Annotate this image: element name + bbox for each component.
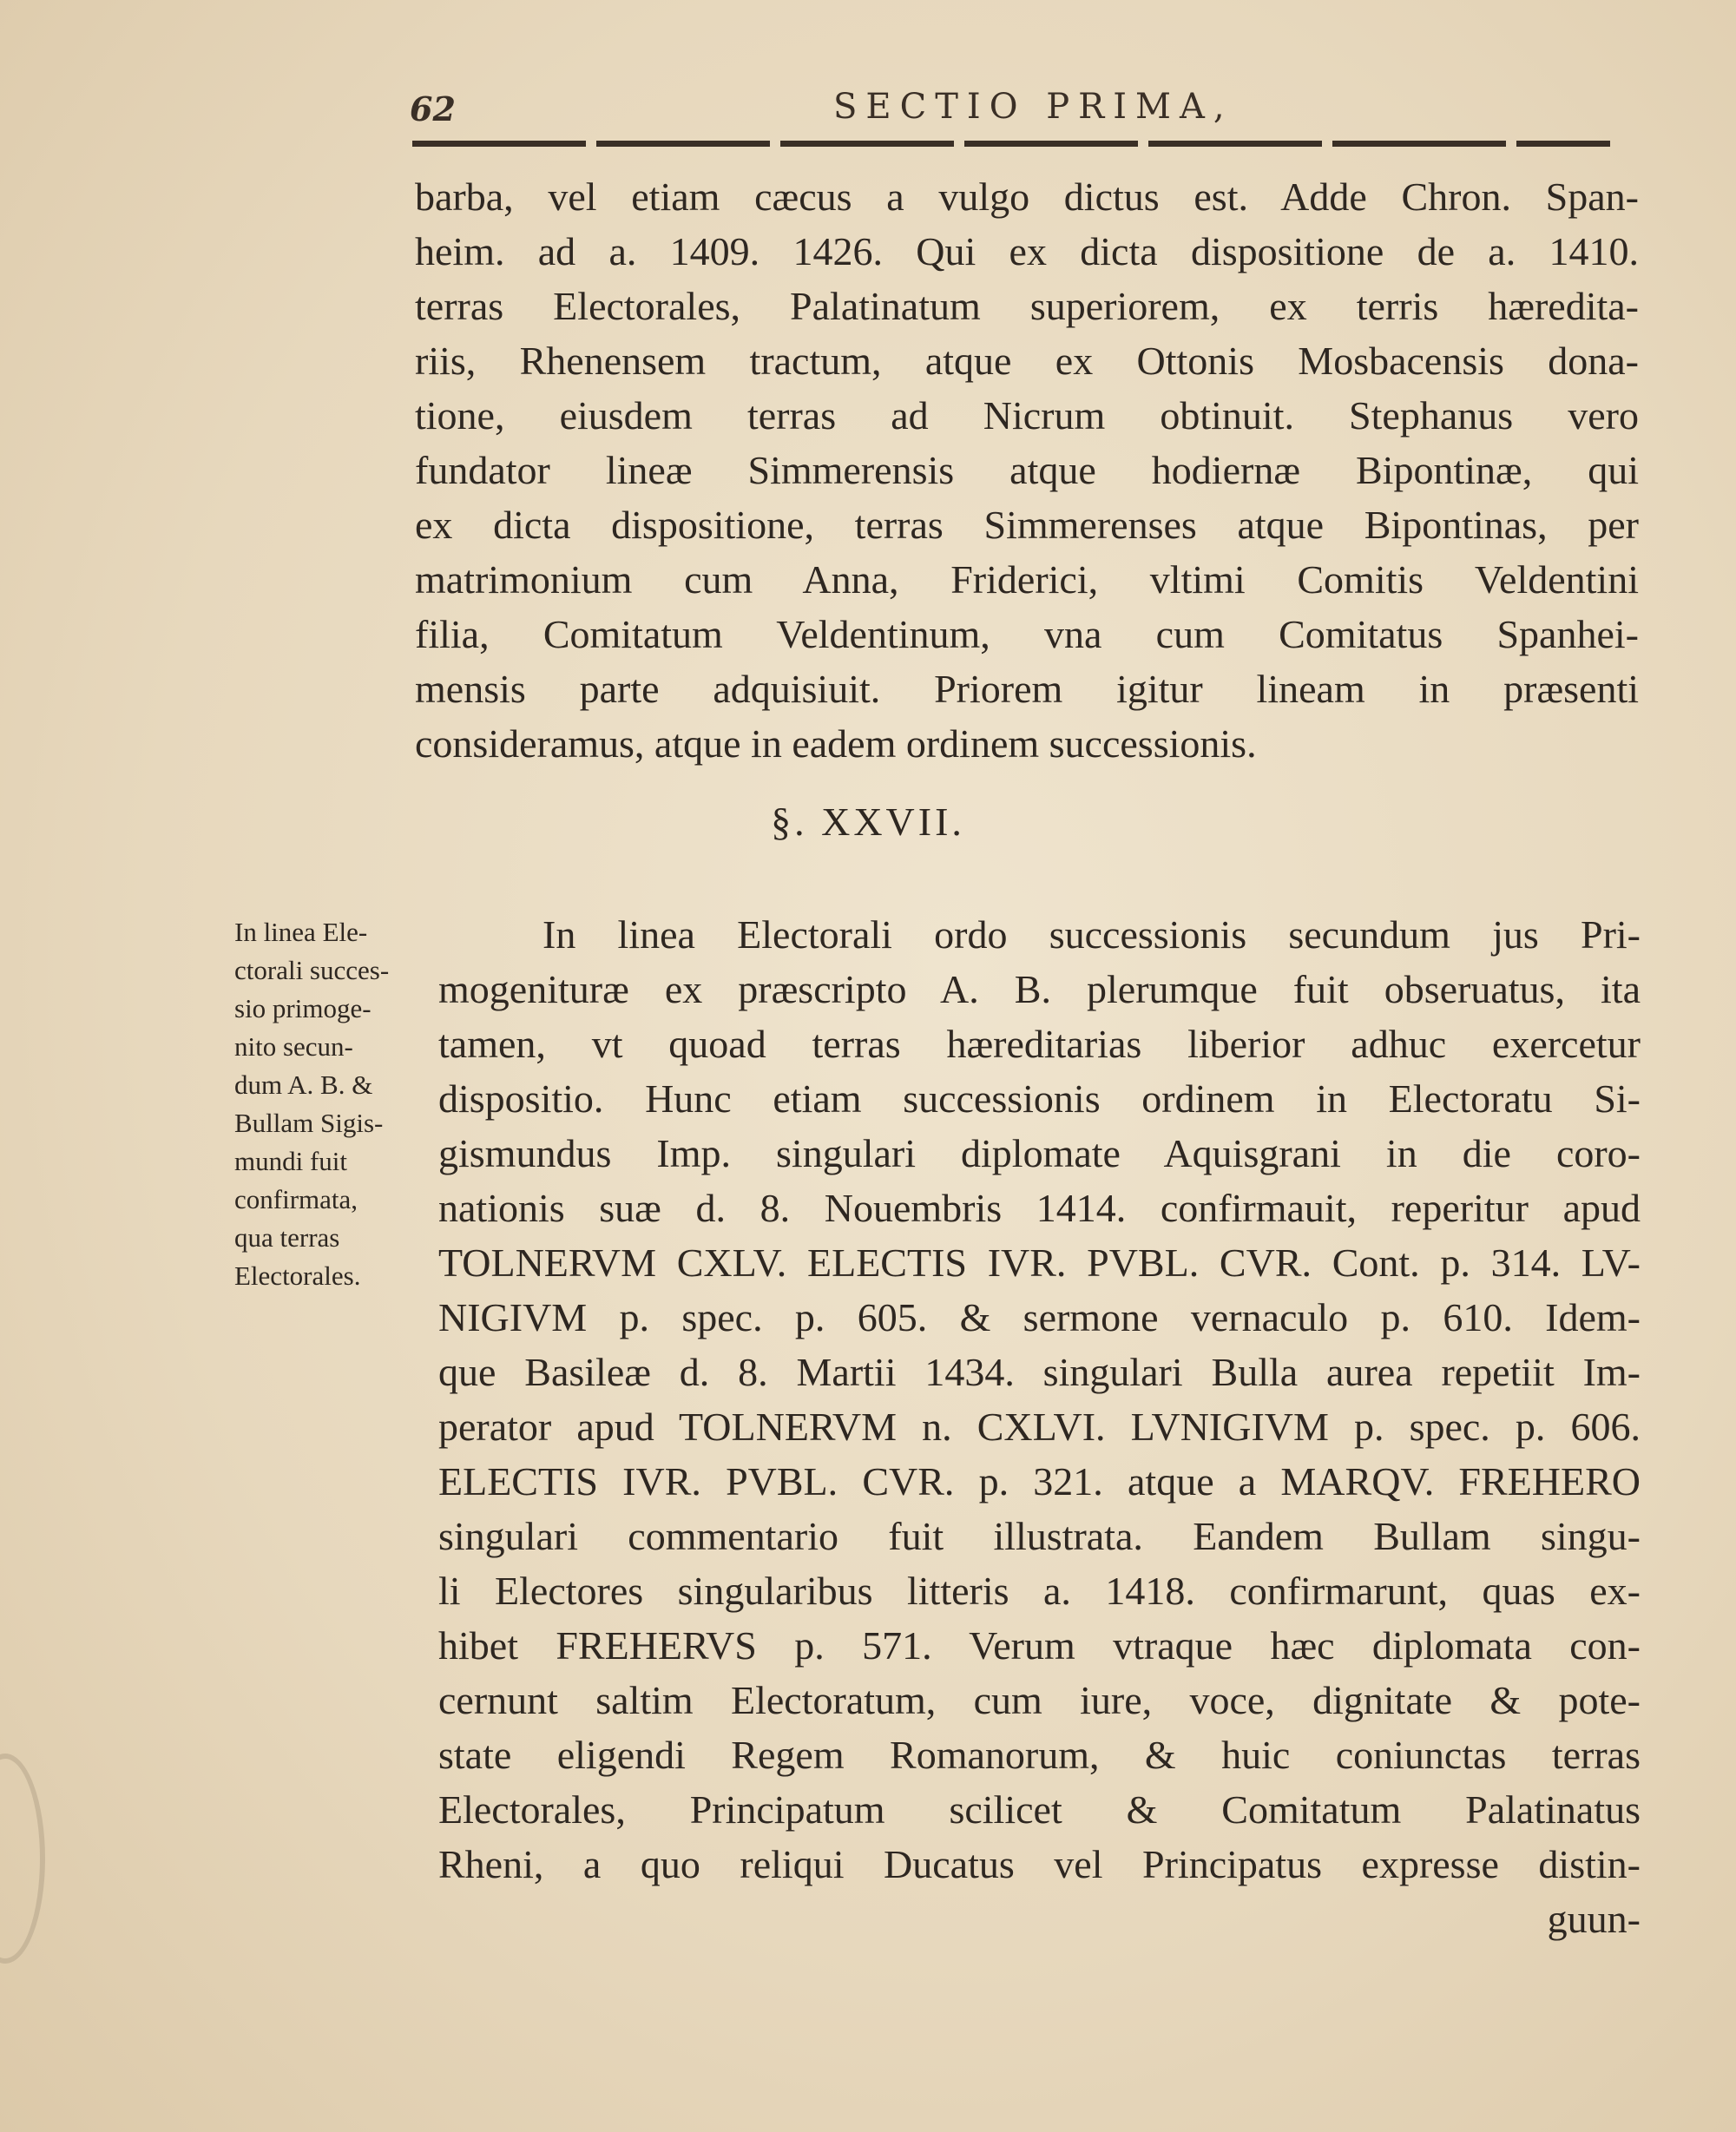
margin-note-line: In linea Ele-: [234, 917, 368, 947]
margin-note-line: confirmata,: [234, 1184, 358, 1214]
text-line: riis, Rhenensem tractum, atque ex Ottonis Mosbacensis dona-: [415, 339, 1639, 383]
text-line: tamen, vt quoad terras hæreditarias liberior adhuc exercetur: [438, 1022, 1641, 1066]
text-line: singulari commentario fuit illustrata. Eandem Bullam singu-: [438, 1514, 1641, 1558]
text-line: gismundus Imp. singulari diplomate Aquisgrani in die coro-: [438, 1131, 1641, 1175]
text-line-content: In linea Electorali ordo successionis secundum jus Pri-: [542, 912, 1641, 957]
text-line: NIGIVM p. spec. p. 605. & sermone vernaculo p. 610. Idem-: [438, 1295, 1641, 1339]
text-line: mensis parte adquisiuit. Priorem igitur lineam in præsenti: [415, 667, 1639, 711]
page-header: [399, 82, 1614, 135]
text-line: terras Electorales, Palatinatum superiorem, ex terris hæredita-: [415, 284, 1639, 328]
text-line: nationis suæ d. 8. Nouembris 1414. confirmauit, reperitur apud: [438, 1186, 1641, 1230]
margin-note-line: Bullam Sigis-: [234, 1108, 384, 1138]
text-line: fundator lineæ Simmerensis atque hodiernæ Bipontinæ, qui: [415, 448, 1639, 492]
text-line: Rheni, a quo reliqui Ducatus vel Principatus expresse distin-: [438, 1842, 1641, 1886]
section-heading: §. XXVII.: [771, 800, 965, 844]
margin-note-line: mundi fuit: [234, 1146, 348, 1176]
text-line: [438, 907, 1641, 962]
margin-note: [234, 913, 434, 1295]
text-line: li Electores singularibus litteris a. 1418. confirmarunt, quas ex-: [438, 1569, 1641, 1613]
text-line: que Basileæ d. 8. Martii 1434. singulari Bulla aurea repetiit Im-: [438, 1350, 1641, 1394]
text-line: dispositio. Hunc etiam successionis ordinem in Electoratu Si-: [438, 1076, 1641, 1121]
text-line: cernunt saltim Electoratum, cum iure, voce, dignitate & pote-: [438, 1678, 1641, 1722]
margin-note-line: nito secun-: [234, 1031, 353, 1062]
catchword: guun-: [1547, 1897, 1641, 1941]
text-line: Electorales, Principatum scilicet & Comitatum Palatinatus: [438, 1787, 1641, 1832]
margin-note-line: ctorali succes-: [234, 955, 390, 985]
text-line: consideramus, atque in eadem ordinem successionis.: [415, 721, 1257, 766]
running-head: SECTIO PRIMA,: [833, 87, 1233, 127]
text-line: filia, Comitatum Veldentinum, vna cum Comitatus Spanhei-: [415, 612, 1639, 656]
binding-ring-shadow: [0, 1754, 45, 1964]
text-line: mogenituræ ex præscripto A. B. plerumque fuit obseruatus, ita: [438, 967, 1641, 1011]
text-line: state eligendi Regem Romanorum, & huic coniunctas terras: [438, 1733, 1641, 1777]
margin-note-line: Electorales.: [234, 1260, 361, 1291]
margin-note-line: sio primoge-: [234, 993, 372, 1023]
main-paragraph: [438, 907, 1641, 1946]
text-line: tione, eiusdem terras ad Nicrum obtinuit. Stephanus vero: [415, 393, 1639, 438]
text-line: matrimonium cum Anna, Friderici, vltimi Comitis Veldentini: [415, 557, 1639, 602]
margin-note-line: dum A. B. &: [234, 1069, 373, 1100]
margin-note-line: qua terras: [234, 1222, 340, 1253]
text-line: perator apud TOLNERVM n. CXLVI. LVNIGIVM p. spec. p. 606.: [438, 1405, 1641, 1449]
header-rule: [412, 141, 1610, 147]
text-line: heim. ad a. 1409. 1426. Qui ex dicta dispositione de a. 1410.: [415, 229, 1639, 273]
page-number: 62: [410, 89, 456, 128]
text-line: barba, vel etiam cæcus a vulgo dictus est. Adde Chron. Span-: [415, 174, 1639, 219]
top-paragraph: [415, 169, 1639, 771]
text-line: ELECTIS IVR. PVBL. CVR. p. 321. atque a MARQV. FREHERO: [438, 1459, 1641, 1504]
text-line: ex dicta dispositione, terras Simmerenses atque Bipontinas, per: [415, 503, 1639, 547]
text-line: hibet FREHERVS p. 571. Verum vtraque hæc diplomata con-: [438, 1623, 1641, 1668]
text-line: TOLNERVM CXLV. ELECTIS IVR. PVBL. CVR. Cont. p. 314. LV-: [438, 1240, 1641, 1285]
